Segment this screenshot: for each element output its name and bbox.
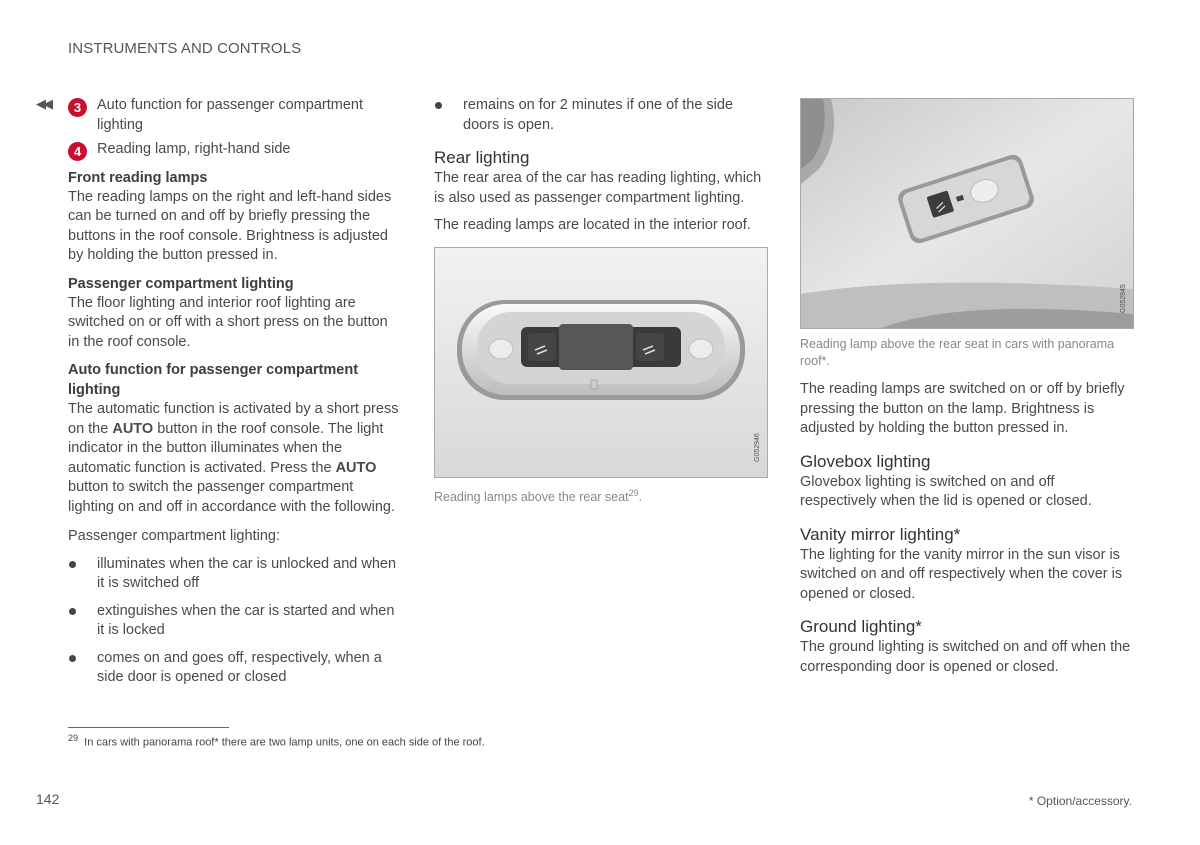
glovebox-heading: Glovebox lighting: [800, 451, 931, 471]
vanity-mirror-text: The lighting for the vanity mirror in the sun visor is switched on and off respectively when the cover is opened or closed.: [800, 546, 1123, 602]
footnote-divider: [68, 727, 229, 728]
list-item-text: extinguishes when the car is started and when it is locked: [97, 602, 395, 638]
rear-lamp-figure: [434, 247, 768, 478]
caption-footnote-ref: 29: [628, 487, 639, 498]
caption-end: .: [638, 489, 643, 504]
roof-console-illustration: [435, 248, 767, 477]
callout-text-4: Reading lamp, right-hand side: [97, 141, 291, 157]
bullet-icon: [69, 561, 76, 568]
list-item: [68, 649, 402, 688]
list-item: [68, 602, 402, 641]
auto-text-part1: The automatic function is activated by a short press on the: [68, 401, 399, 437]
list-intro: Passenger compartment lighting:: [68, 528, 280, 544]
page-number: 142: [36, 791, 60, 807]
bullet-icon: [69, 608, 76, 615]
bullet-icon: [69, 655, 76, 662]
callout-number-3-icon: 3: [68, 98, 87, 117]
auto-text-part2: button in the roof console. The light indicator in the button illuminates when the automatic function is activated. Press the: [68, 420, 384, 476]
footnote: [68, 733, 485, 749]
list-item: [434, 96, 768, 135]
figure-code: G052945: [1120, 284, 1127, 313]
column-right: [800, 96, 1134, 684]
auto-function-heading: Auto function for passenger compartment lighting: [68, 362, 359, 398]
panorama-lamp-figure: [800, 98, 1134, 329]
callout-text-3: Auto function for passenger compartment lighting: [97, 97, 363, 133]
auto-keyword-1: AUTO: [112, 420, 154, 437]
ground-lighting-text: The ground lighting is switched on and off when the corresponding door is opened or closed.: [800, 639, 1131, 675]
panorama-lamp-caption: Reading lamp above the rear seat in cars with panorama roof*.: [800, 337, 1115, 368]
rear-lamp-caption: [434, 485, 768, 506]
vanity-mirror-heading: Vanity mirror lighting*: [800, 524, 961, 544]
glovebox-text: Glovebox lighting is switched on and off respectively when the lid is opened or closed.: [800, 473, 1092, 509]
passenger-lighting-text: The floor lighting and interior roof lighting are switched on or off with a short press on the button in the roof console.: [68, 294, 388, 350]
column-left: [68, 96, 402, 688]
column-middle: [434, 96, 768, 506]
passenger-lighting-heading: Passenger compartment lighting: [68, 275, 294, 292]
list-item-text: comes on and goes off, respectively, when a side door is opened or closed: [97, 649, 382, 685]
figure-code: G052946: [754, 432, 761, 462]
auto-function-text: [68, 400, 402, 517]
bullet-icon: [435, 102, 442, 109]
callout-number-4-icon: 4: [68, 142, 87, 161]
section-title: INSTRUMENTS AND CONTROLS: [68, 40, 302, 57]
caption-text: Reading lamps above the rear seat: [434, 489, 629, 504]
footnote-number: 29: [68, 733, 79, 743]
accessory-note: * Option/accessory.: [1028, 794, 1132, 808]
rear-lighting-heading: Rear lighting: [434, 148, 530, 167]
footnote-text: In cars with panorama roof* there are two lamp units, one on each side of the roof.: [84, 736, 485, 749]
reading-lamp-operation-text: The reading lamps are switched on or off by briefly pressing the button on the lamp. Brightness is adjusted by holding the button pressed in.: [800, 381, 1125, 436]
callout-item-3: [68, 96, 402, 135]
front-reading-heading: Front reading lamps: [68, 169, 208, 186]
rear-lighting-location: The reading lamps are located in the interior roof.: [434, 217, 751, 233]
back-arrow-icon[interactable]: ◀◀: [36, 96, 50, 111]
callout-item-4: [68, 140, 402, 160]
list-item-text: illuminates when the car is unlocked and when it is switched off: [97, 555, 397, 591]
auto-keyword-2: AUTO: [335, 459, 377, 476]
auto-text-part3: button to switch the passenger compartment lighting on and off in accordance with the following.: [68, 479, 396, 515]
rear-lighting-text: The rear area of the car has reading lighting, which is also used as passenger compartment lighting.: [434, 170, 762, 206]
front-reading-text: The reading lamps on the right and left-hand sides can be turned on and off by briefly pressing the buttons in the roof console. Brightness is adjusted by holding the button pressed in.: [68, 188, 392, 263]
ground-lighting-heading: Ground lighting*: [800, 617, 922, 636]
panorama-lamp-illustration: [801, 99, 1133, 328]
list-item: [68, 555, 402, 594]
list-item-text: remains on for 2 minutes if one of the side doors is open.: [463, 97, 734, 133]
